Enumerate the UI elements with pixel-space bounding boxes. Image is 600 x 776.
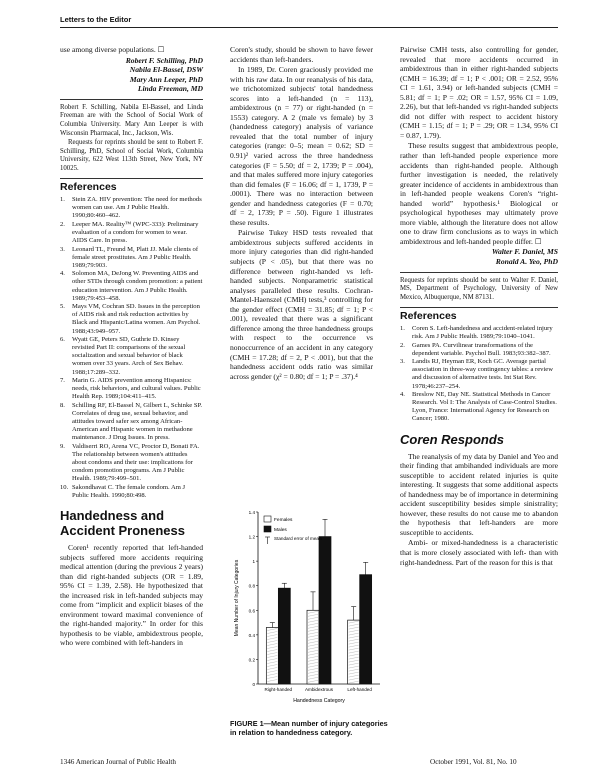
reference-item: [60, 377, 203, 401]
legend-label: Females: [274, 518, 293, 523]
article-title-line: Handedness and: [60, 508, 165, 523]
reprint-request: Requests for reprints should be sent to Walter F. Daniel, MS, Department of Psychology, University of New Mexico, Albuquerque, NM 87131.: [400, 276, 558, 301]
divider: [400, 272, 558, 273]
references-heading: References: [400, 310, 457, 323]
reference-number: 10.: [60, 483, 69, 491]
reference-text: Valdiserri RO, Arena VC, Proctor D, Bonati FA. The relationship between women's attitudes about condoms and their use: implications for condom promotion programs. Am J Public Health. 1989;79:499–501.: [72, 442, 200, 483]
y-tick-label: 0.4: [248, 632, 255, 638]
column-2: [230, 45, 373, 382]
reference-text: Stein ZA. HIV prevention: The need for methods women can use. Am J Public Health. 1990;80:460–462.: [72, 196, 202, 220]
signature: Walter F. Daniel, MS: [491, 247, 558, 257]
body-paragraph: Pairwise Tukey HSD tests revealed that ambidextrous subjects suffered accidents in more injury categories than did right-handed subjects (P < .05), but that there was no difference between right-handed vs left-handed subjects. Nonparametric statistical analyses paralleled these results. Cochran-Mantel-Haenszel (CMH) tests,³ controlling for the gender effect (CMH = 31.85; df = 1; P < .001), revealed that there was a significant difference among the three handedness groups with respect to the occurrence vs nonoccurrence of an accident in any category (CMH = 17.28; df = 2, P < .001), but that the handedness accident odds ratio was similar across gender (χ² = 0.80; df = 1; P = .37).⁴: [230, 228, 373, 381]
reference-text: Leonard TL, Freund M, Platt JJ. Male clients of female street prostitutes. Am J Public Health. 1989;79:903.: [72, 245, 199, 269]
reference-text: Wyatt GE, Peters SD, Guthrie D. Kinsey revisited Part II: comparisons of the sexual socialization and sexual behavior of black women over 33 years. Arch of Sex Behav. 1988;17:289–332.: [72, 336, 186, 376]
reference-number: 2.: [60, 220, 65, 228]
reference-text: Mays VM, Cochran SD. Issues in the perception of AIDS risk and risk reduction activities by Black and Hispanic/Latina women. Am Psychol. 1988;43:949–957.: [72, 303, 201, 335]
x-axis-label: Handedness Category: [293, 698, 345, 704]
reference-number: 4.: [400, 391, 405, 399]
reference-number: 3.: [60, 245, 65, 253]
divider: [60, 178, 203, 179]
article-title-line: Accident Proneness: [60, 523, 185, 538]
signature: Ronald A. Yeo, PhD: [495, 257, 558, 267]
reference-number: 5.: [60, 303, 65, 311]
header-rule: [60, 27, 558, 28]
letter-closing-line: use among diverse populations. ☐: [60, 45, 165, 54]
author-affiliation: Robert F. Schilling, Nabila El-Bassel, and Linda Freeman are with the School of Social Work of Columbia University. Mary Ann Leeper is with Wisconsin Pharmacal, Inc., Jackson, Wis.: [60, 103, 203, 137]
reference-item: [60, 270, 203, 302]
reference-item: [60, 196, 203, 220]
footer-journal: 1346 American Journal of Public Health: [60, 758, 176, 766]
figure-caption: [230, 720, 390, 737]
bar-males: [319, 537, 331, 684]
body-paragraph: Pairwise CMH tests, also controlling for gender, revealed that more accidents occurred in ambidextrous than in either right-handed subjects (CMH = 16.39; df = 1; P < .001; OR = 2.52, 95% CI = 1.61, 3.94) or left-handed subjects (CMH = 5.81; df = 1; P = .02; OR = 1.57, 95% CI = 1.09, 2.26), but that left-handed vs right-handed subjects did not differ with respect to accident history (CMH = 1.15; df = 1; P = .29; OR = 1.34, 95% CI = 0.87, 1.79).: [400, 45, 558, 140]
figure-1: [230, 498, 390, 748]
reference-number: 2.: [400, 341, 405, 349]
body-paragraph: The reanalysis of my data by Daniel and Yeo and their finding that ambihanded individuals are more susceptible to accident related injuries is quite interesting. It suggests that some additional aspects of handedness may be of importance in determining accident susceptibility besides simple sinistrality; however, these results do not cause me to abandon the hypothesis that left-handers are more susceptible to accidents.: [400, 451, 558, 537]
reference-text: Games PA. Curvilinear transformations of the dependent variable. Psychol Bull. 1983;93:382–387.: [412, 341, 551, 357]
y-tick-label: 1.4: [248, 510, 255, 515]
references-list: [60, 196, 203, 500]
body-paragraph: Coren's study, should be shown to have fewer accidents than left-handers.: [230, 45, 373, 64]
bar-chart: [230, 498, 390, 718]
y-tick-label: 0.8: [248, 583, 255, 589]
reference-number: 9.: [60, 442, 65, 450]
reference-item: [60, 221, 203, 245]
reference-text: Marin G. AIDS prevention among Hispanics: needs, risk behaviors, and cultural values. Public Health Rep. 1989;104:411–415.: [72, 377, 201, 401]
reference-item: [400, 391, 558, 423]
reference-item: [60, 402, 203, 442]
reference-number: 1.: [60, 196, 65, 204]
reference-text: Coren S. Left-handedness and accident-related injury risk. Am J Public Health. 1989;79:1040–1041.: [412, 324, 553, 340]
references-list: [400, 325, 558, 424]
signature: Linda Freeman, MD: [137, 84, 203, 94]
reference-text: Solomon MA, DeJong W. Preventing AIDS and other STDs through condom promotion: a patient education intervention. Am J Public Health. 1989;79:453–458.: [72, 270, 203, 302]
body-paragraph: Coren¹ recently reported that left-handed subjects suffered more accidents requiring medical attention (during the previous 2 years) than did right-handed subjects (OR = 1.89, 95% CI = 1.39, 2.58). He hypothesized that the increased risk in left-handed subjects may come from “implicit and explicit biases of the environment toward maximal convenience of the right-handed majority.” In order for this hypothesis to be viable, ambidextrous people, who were combined with left-handers in: [60, 543, 203, 648]
reference-number: 8.: [60, 401, 65, 409]
reference-text: Sakondhavat C. The female condom. Am J Public Health. 1990;80:498.: [72, 483, 186, 499]
reference-item: [60, 303, 203, 335]
reference-number: 7.: [60, 377, 65, 385]
reference-item: [60, 246, 203, 270]
reprint-request: Requests for reprints should be sent to Robert F. Schilling, PhD, School of Social Work, Columbia University, 622 West 113th Street, New York, NY 10025.: [60, 139, 203, 172]
body-paragraph: Ambi- or mixed-handedness is a characteristic that is more closely associated with left- than with right-handedness. Part of the reason for this is that: [400, 538, 558, 567]
y-tick-label: 0: [252, 682, 255, 687]
reference-text: Leeper MA. Reality™ (WPC-333): Preliminary evaluation of a condom for women to wear. AIDS Care. In press.: [72, 220, 199, 244]
divider: [400, 307, 558, 308]
y-tick-label: 1.2: [248, 534, 255, 540]
reference-number: 3.: [400, 358, 405, 366]
footer-issue: October 1991, Vol. 81, No. 10: [430, 758, 517, 766]
figure-caption-text: —Mean number of injury categories in relation to handedness category.: [230, 719, 388, 737]
legend-swatch-males: [264, 526, 271, 532]
article-title: [60, 508, 203, 538]
x-tick-label: Left-handed: [347, 687, 372, 692]
signature: Robert F. Schilling, PhD: [125, 55, 203, 65]
reference-number: 6.: [60, 336, 65, 344]
references-heading: References: [60, 181, 117, 194]
reference-item: [400, 358, 558, 390]
column-1: [60, 45, 203, 649]
column-3: [400, 45, 558, 568]
section-label: Letters to the Editor: [60, 15, 132, 24]
legend-swatch-females: [264, 516, 271, 522]
legend-label: Males: [274, 528, 287, 533]
reference-item: [400, 325, 558, 341]
reference-text: Schilling RF, El-Bassel N, Gilbert L, Schinke SP. Correlates of drug use, sexual behavior, and attitudes toward safer sex among African-American and Hispanic women in methadone maintenance. J Drug Issues. In press.: [72, 401, 203, 442]
reference-item: [60, 443, 203, 483]
reference-number: 1.: [400, 324, 405, 332]
reference-item: [60, 484, 203, 500]
reference-text: Landis RJ, Heyman ER, Koch GC. Average partial association in three-way contingency tables: a review and discussion of alternative tests. Int Stat Rev. 1978;46:237–254.: [412, 358, 553, 390]
y-axis-label: Mean Number of Injury Categories: [234, 559, 240, 637]
y-tick-label: 1: [252, 559, 255, 565]
bar-males: [360, 575, 372, 684]
signature-block: [400, 247, 558, 266]
y-tick-label: 0.6: [248, 608, 255, 614]
reference-text: Breslow NE, Day NE. Statistical Methods in Cancer Research. Vol I: The Analysis of Case-Control Studies. Lyon, France: International Agency for Research on Cancer; 1980.: [412, 391, 557, 423]
reference-number: 4.: [60, 270, 65, 278]
signature: Nabila El-Bassel, DSW: [129, 65, 203, 75]
bar-males: [278, 588, 290, 684]
x-tick-label: Ambidextrous: [304, 687, 334, 692]
response-title: Coren Responds: [400, 431, 505, 447]
y-tick-label: 0.2: [248, 657, 255, 663]
divider: [60, 99, 203, 100]
reference-item: [60, 336, 203, 376]
body-paragraph: These results suggest that ambidextrous people, rather than left-handed people experience more accidents than right-handed people. Although further investigation is needed, the relatively greater incidence of accidents in ambidextrous than in left-handed people weakens Coren's “right-handed world” hypothesis.¹ Biological or psychological hypotheses may ultimately prove more viable, although the literature does not allow one to draw firm conclusions as to ways in which ambidextrous and left-handed people differ. ☐: [400, 141, 558, 246]
figure-label: FIGURE 1: [230, 719, 264, 728]
legend-label: Standard error of mean: [274, 536, 322, 541]
signature: Mary Ann Leeper, PhD: [129, 74, 203, 84]
signature-block: [60, 56, 203, 94]
x-tick-label: Right-handed: [264, 687, 293, 692]
body-paragraph: In 1989, Dr. Coren graciously provided me with his raw data. In our reanalysis of his data, we trichotomized subjects' total handedness scores into a left-handed (n = 113), ambidextrous (n = 77) or right-handed (n = 1553) category. A 2 (male vs female) by 3 (handedness category) analysis of variance revealed that the total number of injury categories (range: 0–5; mean = 0.62; SD = 0.91)² varied across the three handedness categories (F = 5.50; df = 2, 1739; P = .004), and that males suffered more injury categories than did females (F = 16.06; df = 1, 1739, P = .0001). There was no interaction between gender and handedness categories (F = 0.70; df = 2, 1739; P = .50). Figure 1 illustrates these results.: [230, 65, 373, 227]
reference-item: [400, 342, 558, 358]
